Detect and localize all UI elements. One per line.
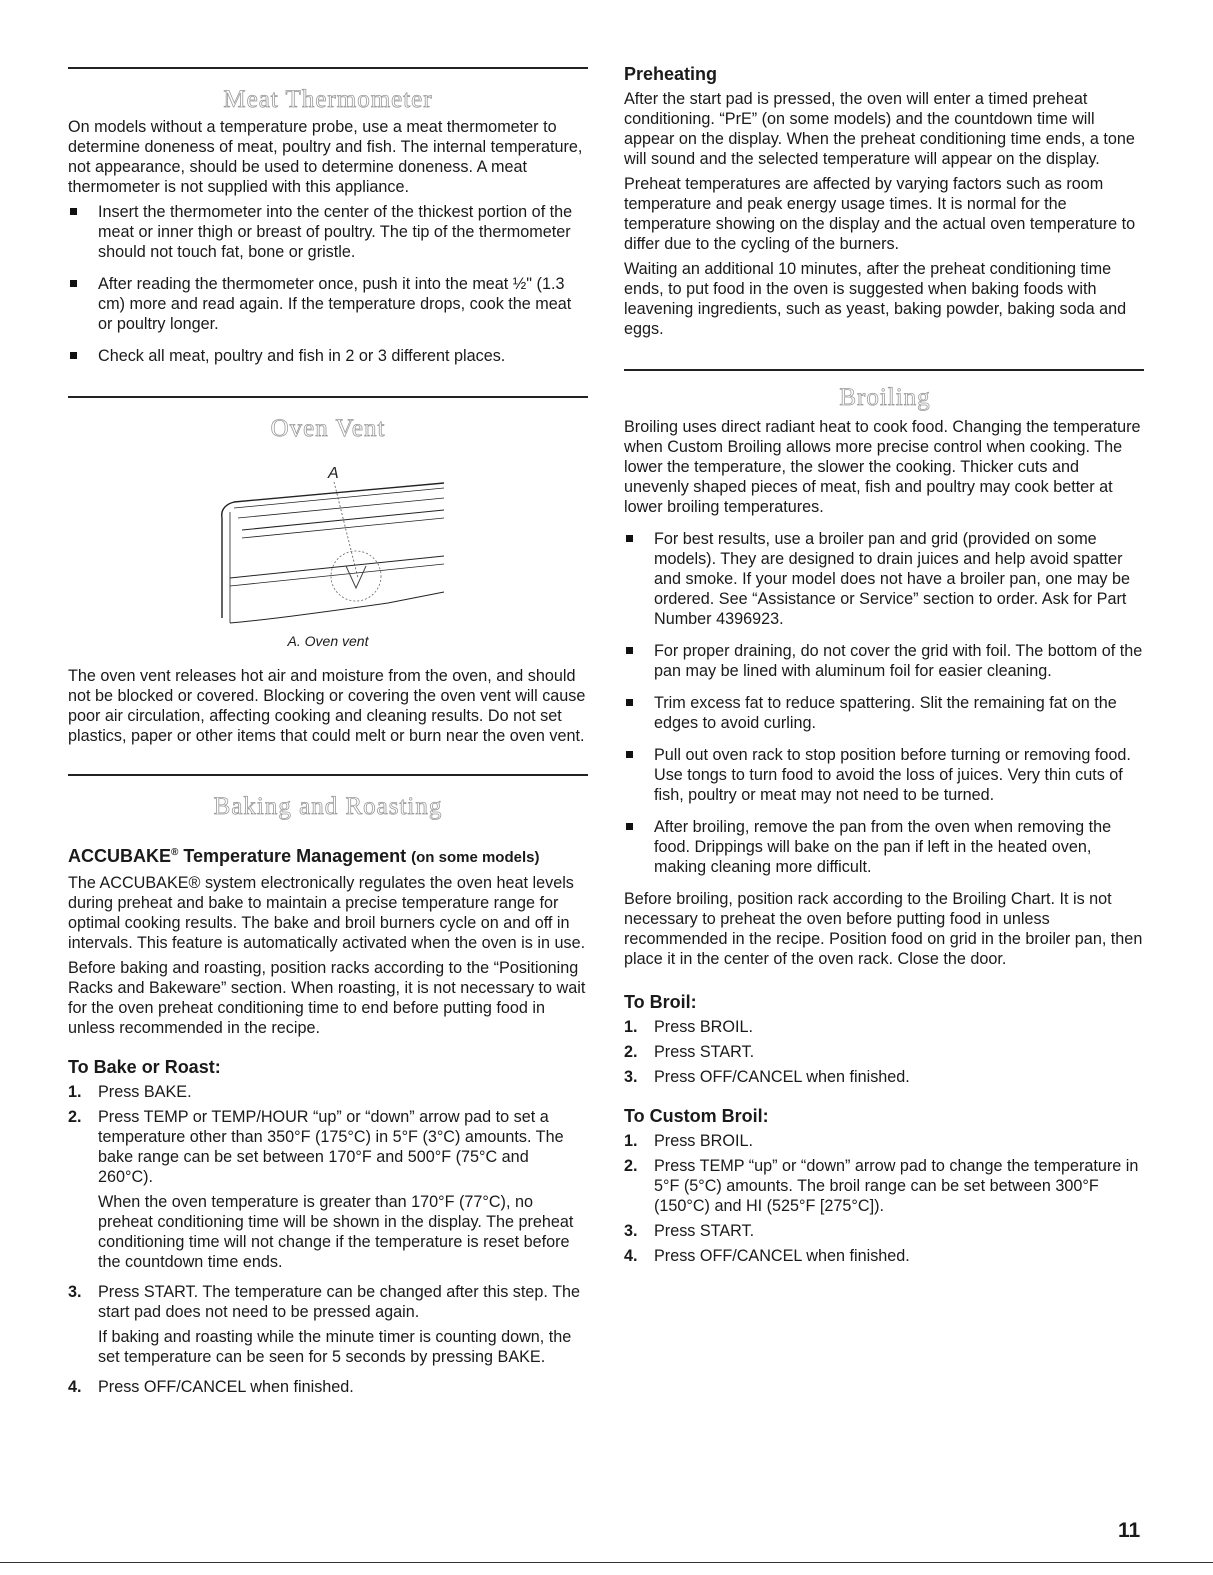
oven-vent-illustration [208,458,468,628]
bullet-square-icon [626,535,633,542]
preheating-body [624,63,1146,344]
list-item: Check all meat, poultry and fish in 2 or 3 different places. [68,346,588,366]
list-item: Trim excess fat to reduce spattering. Slit the remaining fat on the edges to avoid curling. [624,693,1146,733]
list-item: Pull out oven rack to stop position before turning or removing food. Use tongs to turn food to avoid the loss of juices. Very thin cuts of fish, poultry or meat may not need to be turned. [624,745,1146,805]
bullet-square-icon [626,647,633,654]
meat-thermometer-body [68,117,588,378]
oven-vent-text: The oven vent releases hot air and moisture from the oven, and should not be blocked or covered. Blocking or covering the oven vent will cause poor air circulation, affecting cooking and cleaning results. Do not set plastics, paper or other items that could melt or burn near the oven vent. [68,667,586,745]
section-divider [68,396,588,398]
accubake-paragraph: The ACCUBAKE® system electronically regulates the oven heat levels during preheat and bake to maintain a precise temperature range for optimal cooking results. The bake and broil burners cycle on and off in intervals. This feature is automatically activated when the oven is in use. [68,874,586,952]
list-item: 4. Press OFF/CANCEL when finished. [624,1247,910,1265]
list-item: 3. Press START. [624,1222,755,1240]
preheating-p2: Preheat temperatures are affected by varying factors such as room temperature and peak energy usage times. It is normal for the temperature showing on the display and the actual oven temperature to differ due to the cycling of the burners. [624,175,1136,253]
list-item: 4. Press OFF/CANCEL when finished. [68,1378,354,1396]
list-item: 3. Press OFF/CANCEL when finished. [624,1068,910,1086]
broiling-intro: Broiling uses direct radiant heat to cook food. Changing the temperature when Custom Broiling allows more precise control when cooking. The lower the temperature, the slower the cooking. Thicker cuts and unevenly shaped pieces of meat, fish and poultry may cook better at lower broiling temperatures. [624,418,1141,516]
bullet-square-icon [626,823,633,830]
list-item: After reading the thermometer once, push it into the meat ½" (1.3 cm) more and read again. If the temperature drops, cook the meat or poultry longer. [68,274,588,334]
bullet-square-icon [70,208,77,215]
accubake-heading: ACCUBAKE® Temperature Management (on some models) [68,846,540,866]
preheating-p3: Waiting an additional 10 minutes, after the preheat conditioning time ends, to put food in the oven is suggested when baking foods with leavening ingredients, such as yeast, baking powder, baking soda and eggs. [624,260,1127,338]
bullet-square-icon [626,751,633,758]
list-item: For proper draining, do not cover the grid with foil. The bottom of the pan may be lined with aluminum foil for easier cleaning. [624,641,1146,681]
to-broil-heading: To Broil: [624,992,697,1012]
oven-vent-title: Oven Vent [270,415,386,442]
page-number: 11 [1118,1519,1141,1542]
custom-broil-heading: To Custom Broil: [624,1106,769,1126]
list-item: 3. Press START. The temperature can be changed after this step. The start pad does not need to be pressed again. If baking and roasting while the minute timer is counting down, the set temperature can be seen for 5 seconds by pressing BAKE. [68,1283,580,1366]
preheating-p1: After the start pad is pressed, the oven will enter a timed preheat conditioning. “PrE” (on some models) and the countdown time will appear on the display. When the preheat conditioning time ends, a tone will sound and the selected temperature will appear on the display. [624,90,1135,168]
broiling-body [624,417,1146,1271]
to-bake-heading: To Bake or Roast: [68,1057,221,1077]
section-divider [68,67,588,69]
list-item: 2. Press TEMP or TEMP/HOUR “up” or “down” arrow pad to set a temperature other than 350°F (175°C) in 5°F (3°C) amounts. The bake range can be set between 170°F and 500°F (75°C and 260°C). When the oven temperature is greater than 170°F (77°C), no preheat conditioning time will be shown in the display. The preheat conditioning time will not change if the temperature is reset before the countdown time ends. [68,1108,574,1271]
callout-letter: A [328,465,339,482]
list-item: For best results, use a broiler pan and grid (provided on some models). They are designed to drain juices and help avoid spatter and smoke. If your model does not have a broiler pan, one may be ordered. See “Assistance or Service” section to order. Ask for Part Number 4396923. [624,529,1146,629]
list-item: Insert the thermometer into the center of the thickest portion of the meat or inner thigh or breast of poultry. The tip of the thermometer should not touch fat, bone or gristle. [68,202,588,262]
preheating-heading: Preheating [624,64,718,84]
baking-roasting-title: Baking and Roasting [213,793,443,820]
meat-thermometer-title: Meat Thermometer [223,86,433,113]
baking-body [68,842,588,1402]
section-divider [624,369,1144,371]
footer-line [0,1562,1213,1563]
list-item: 1. Press BROIL. [624,1132,753,1150]
meat-thermometer-intro: On models without a temperature probe, use a meat thermometer to determine doneness of meat, poultry and fish. The internal temperature, not appearance, should be used to determine doneness. A meat thermometer is not supplied with this appliance. [68,118,583,196]
bullet-square-icon [70,352,77,359]
list-item: 1. Press BAKE. [68,1083,192,1101]
baking-paragraph: Before baking and roasting, position racks according to the “Positioning Racks and Bakeware” section. When roasting, it is not necessary to wait for the oven preheat conditioning time to end before putting food in unless recommended in the recipe. [68,959,586,1037]
bullet-square-icon [626,699,633,706]
bullet-square-icon [70,280,77,287]
list-item: 2. Press START. [624,1043,755,1061]
broiling-after: Before broiling, position rack according to the Broiling Chart. It is not necessary to preheat the oven before putting food in unless recommended in the recipe. Position food on grid in the broiler pan, then place it in the center of the oven rack. Close the door. [624,890,1143,968]
oven-vent-caption: A. Oven vent [287,633,369,649]
list-item: 2. Press TEMP “up” or “down” arrow pad to change the temperature in 5°F (5°C) amounts. The broil range can be set between 300°F (150°C) and HI (525°F [275°C]). [624,1157,1139,1215]
section-divider [68,774,588,776]
broiling-title: Broiling [839,384,931,411]
list-item: After broiling, remove the pan from the oven when removing the food. Drippings will bake on the pan if left in the heated oven, making cleaning more difficult. [624,817,1146,877]
list-item: 1. Press BROIL. [624,1018,753,1036]
